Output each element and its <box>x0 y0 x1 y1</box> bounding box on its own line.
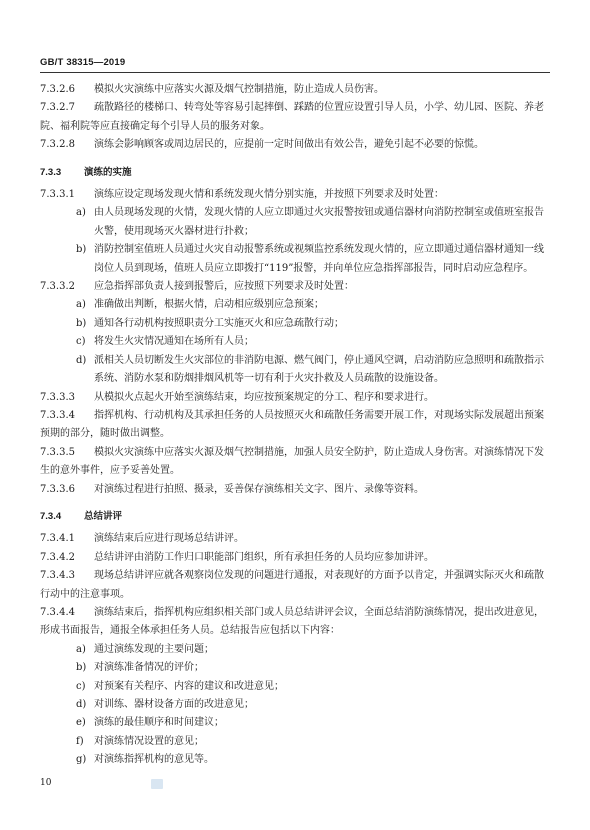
list-text: 对演练指挥机构的意见等。 <box>94 754 214 766</box>
list-item <box>40 659 550 677</box>
clause-number: 7.3.4.4 <box>40 606 75 618</box>
section-heading-7-3-3 <box>40 164 550 182</box>
list-marker: d) <box>76 354 87 366</box>
list-text: 对预案有关程序、内容的建议和改进意见； <box>94 680 284 692</box>
clause-7-3-3-6 <box>40 481 550 499</box>
list-marker: e) <box>76 717 86 729</box>
clause-7-3-2-6 <box>40 81 550 99</box>
clause-text: 应急指挥部负责人接到报警后，应按照下列要求及时处置： <box>94 281 354 293</box>
list-text: 由人员现场发现的火情，发现火情的人应立即通过火灾报警按钮或通信器材向消防控制室或值班室报告火警，使用现场灭火器材进行扑救； <box>94 207 544 237</box>
list-item <box>40 241 550 278</box>
list-text: 通知各行动机构按照职责分工实施灭火和应急疏散行动； <box>94 317 344 329</box>
clause-text: 模拟火灾演练中应落实火源及烟气控制措施，加强人员安全防护，防止造成人身伤害。对演练情况下发生的意外事件，应予妥善处置。 <box>40 446 544 477</box>
clause-7-3-4-4 <box>40 604 550 641</box>
section-number: 7.3.4 <box>40 510 62 522</box>
clause-number: 7.3.3.4 <box>40 409 75 421</box>
page-number: 10 <box>40 778 52 788</box>
list-item <box>40 296 550 314</box>
list-item <box>40 733 550 751</box>
list-marker: g) <box>76 754 87 766</box>
list-item <box>40 678 550 696</box>
clause-number: 7.3.3.6 <box>40 483 75 495</box>
clause-7-3-4-1 <box>40 530 550 548</box>
clause-number: 7.3.3.1 <box>40 189 75 201</box>
list-marker: c) <box>76 336 86 348</box>
list-marker: d) <box>76 699 87 710</box>
list-item <box>40 333 550 351</box>
clause-7-3-3-2 <box>40 278 550 296</box>
clause-7-3-2-7 <box>40 99 550 136</box>
clause-text: 现场总结讲评应就各观察岗位发现的问题进行通报，对表现好的方面予以肯定，并强调实际灭火和疏散行动中的注意事项。 <box>40 570 544 600</box>
list-item <box>40 714 550 732</box>
section-title: 总结讲评 <box>84 510 123 522</box>
clause-text: 模拟火灾演练中应落实火源及烟气控制措施，防止造成人员伤害。 <box>94 84 384 95</box>
list-item <box>40 641 550 659</box>
clause-7-3-4-3 <box>40 567 550 604</box>
list-text: 对训练、器材设备方面的改进意见； <box>94 699 254 710</box>
list-marker: b) <box>76 244 87 256</box>
clause-7-3-3-5 <box>40 444 550 481</box>
watermark-stamp <box>151 779 163 789</box>
list-marker: b) <box>76 662 87 674</box>
list-text: 派相关人员切断发生火灾部位的非消防电源、燃气阀门，停止通风空调，启动消防应急照明和疏散指示系统、消防水泵和防烟排烟风机等一切有利于火灾扑救及人员疏散的设施设备。 <box>94 354 544 385</box>
clause-7-3-2-8 <box>40 136 550 154</box>
clause-number: 7.3.3.5 <box>40 446 75 458</box>
list-marker: c) <box>76 680 86 692</box>
section-heading-7-3-4 <box>40 508 550 526</box>
clause-text: 指挥机构、行动机构及其承担任务的人员按照灭火和疏散任务需要开展工作，对现场实际发展超出预案预期的部分，随时做出调整。 <box>40 409 544 440</box>
document-body <box>40 81 550 770</box>
clause-7-3-3-4 <box>40 407 550 444</box>
list-marker: b) <box>76 317 87 329</box>
clause-number: 7.3.2.7 <box>40 102 75 114</box>
list-item <box>40 751 550 769</box>
list-item <box>40 696 550 714</box>
list-text: 对演练准备情况的评价； <box>94 662 204 674</box>
list-text: 将发生火灾情况通知在场所有人员； <box>94 336 254 348</box>
header-rule <box>40 72 550 73</box>
clause-text: 对演练过程进行拍照、摄录，妥善保存演练相关文字、图片、录像等资料。 <box>94 483 424 495</box>
clause-number: 7.3.2.6 <box>40 84 75 95</box>
clause-number: 7.3.3.3 <box>40 391 75 403</box>
clause-text: 演练会影响顾客或周边居民的，应提前一定时间做出有效公告，避免引起不必要的惊慌。 <box>94 139 484 151</box>
list-marker: a) <box>76 299 86 311</box>
list-text: 消防控制室值班人员通过火灾自动报警系统或视频监控系统发现火情的，应立即通过通信器材通知一线岗位人员到现场，值班人员应立即拨打“119”报警，并向单位应急指挥部报告，同时启动应急程序。 <box>94 244 544 274</box>
clause-7-3-3-1 <box>40 186 550 204</box>
section-title: 演练的实施 <box>84 166 132 178</box>
list-item <box>40 315 550 333</box>
clause-number: 7.3.2.8 <box>40 139 75 151</box>
list-marker: f) <box>76 735 84 747</box>
list-marker: a) <box>76 643 86 655</box>
section-number: 7.3.3 <box>40 166 62 178</box>
list-item <box>40 352 550 389</box>
clause-7-3-3-3 <box>40 389 550 407</box>
clause-text: 演练应设定现场发现火情和系统发现火情分别实施，并按照下列要求及时处置： <box>94 189 444 201</box>
list-text: 准确做出判断，根据火情，启动相应级别应急预案； <box>94 299 324 311</box>
list-text: 演练的最佳顺序和时间建议； <box>94 717 224 729</box>
clause-text: 总结讲评由消防工作归口职能部门组织，所有承担任务的人员均应参加讲评。 <box>94 551 434 563</box>
clause-number: 7.3.4.1 <box>40 533 75 545</box>
list-marker: a) <box>76 207 86 219</box>
list-text: 对演练情况设置的意见； <box>94 735 204 747</box>
clause-number: 7.3.4.3 <box>40 570 75 582</box>
clause-7-3-4-2 <box>40 549 550 567</box>
list-text: 通过演练发现的主要问题； <box>94 643 214 655</box>
clause-number: 7.3.4.2 <box>40 551 75 563</box>
clause-text: 演练结束后，指挥机构应组织相关部门或人员总结讲评会议，全面总结消防演练情况，提出改进意见，形成书面报告，通报全体承担任务人员。总结报告应包括以下内容： <box>40 606 544 637</box>
clause-text: 演练结束后应进行现场总结讲评。 <box>94 533 244 545</box>
clause-text: 疏散路径的楼梯口、转弯处等容易引起摔倒、踩踏的位置应设置引导人员，小学、幼儿园、医院、养老院、福利院等应直接确定每个引导人员的服务对象。 <box>40 102 544 132</box>
clause-text: 从模拟火点起火开始至演练结束，均应按预案规定的分工、程序和要求进行。 <box>94 391 434 403</box>
standard-header: GB/T 38315—2019 <box>40 57 126 68</box>
list-item <box>40 204 550 241</box>
clause-number: 7.3.3.2 <box>40 281 75 293</box>
